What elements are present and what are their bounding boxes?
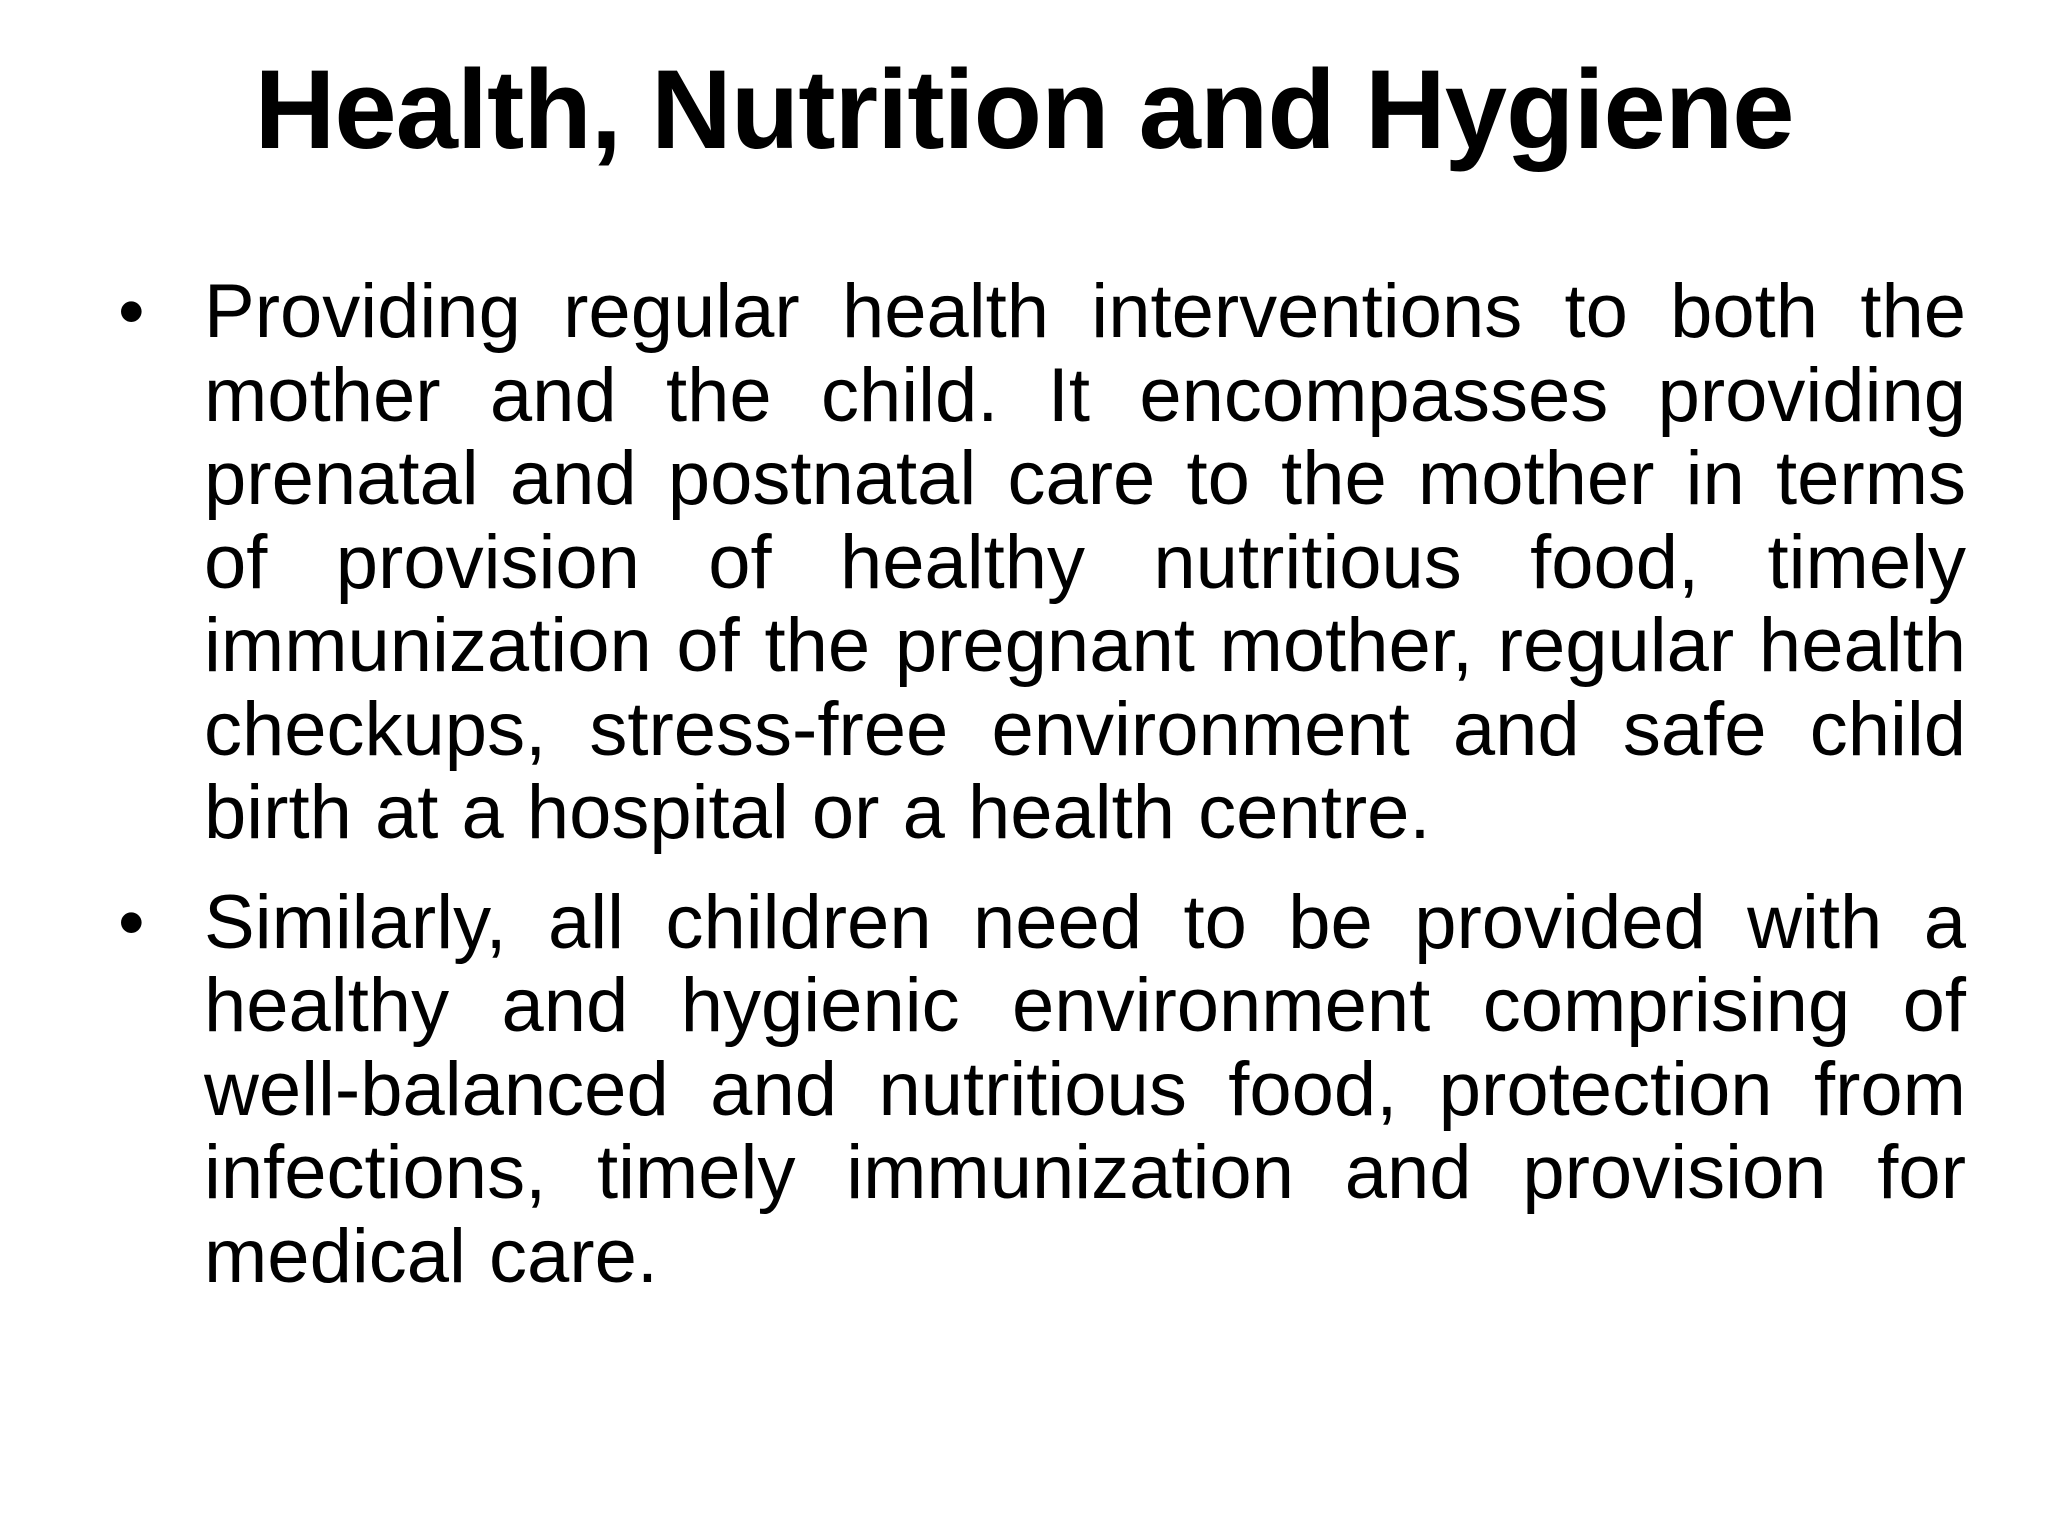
bullet-item <box>118 270 1966 855</box>
bullet-point-icon: • <box>118 879 145 965</box>
bullet-text: Providing regular health interventions to both the mother and the child. It encompasses providing prenatal and postnatal care to the mother in terms of provision of healthy nutritious food, timely immunization of the pregnant mother, regular health checkups, stress-free environment and safe child birth at a hospital or a health centre. <box>204 269 1966 855</box>
bullet-point-icon: • <box>118 269 145 354</box>
bullet-list <box>118 270 1966 1324</box>
slide-title: Health, Nutrition and Hygiene <box>254 47 1794 172</box>
bullet-text: Similarly, all children need to be provided with a healthy and hygienic environment comprising of well-balanced and nutritious food, protection from infections, timely immunization and provision for medical care. <box>204 879 1966 1299</box>
bullet-item <box>118 881 1966 1299</box>
